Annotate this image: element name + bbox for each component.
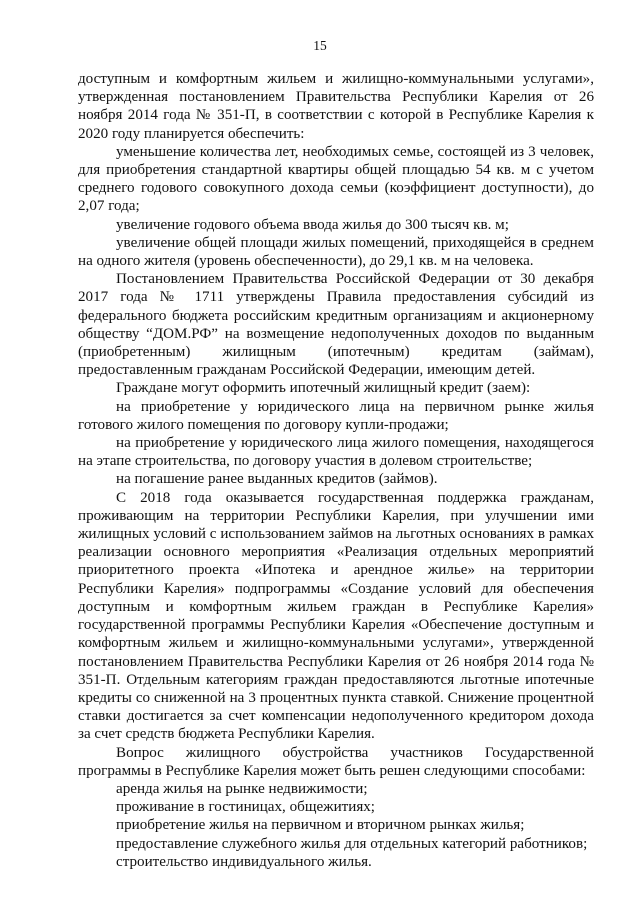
list-item: на погашение ранее выданных кредитов (займов). [116,471,438,488]
paragraph: Граждане могут оформить ипотечный жилищный кредит (заем): [116,380,531,397]
list-item: строительство индивидуального жилья. [116,853,372,870]
list-item: аренда жилья на рынке недвижимости; [116,780,368,797]
list-item: увеличение общей площади жилых помещений, приходящейся в среднем на одного жителя (уровень обеспеченности), до 29,1 кв. м на человека. [78,234,594,270]
list-item: предоставление служебного жилья для отдельных категорий работников; [116,835,588,852]
page-number: 15 [313,38,327,53]
document-body [78,70,594,871]
list-item: приобретение жилья на первичном и вторичном рынках жилья; [116,817,525,834]
paragraph: Вопрос жилищного обустройства участников Государственной программы в Республике Карелия может быть решен следующими способами: [78,744,594,779]
list-item: на приобретение у юридического лица на первичном рынке жилья готового жилого помещения по договору купли-продажи; [78,398,594,433]
list-item: уменьшение количества лет, необходимых семье, состоящей из 3 человек, для приобретения стандартной квартиры общей площадью 54 кв. м с учетом среднего годового совокупного дохода семьи (коэффициент доступности), до 2,07 года; [78,143,594,215]
paragraph: Постановлением Правительства Российской Федерации от 30 декабря 2017 года № 1711 утверждены Правила предоставления субсидий из федерального бюджета российским кредитным организациям и акционерному обществу “ДОМ.РФ” на возмещение недополученных доходов по выданным (приобретенным) жилищным (ипотечным) кредитам (займам), предоставленным гражданам Российской Федерации, имеющим детей. [78,271,594,379]
list-item: увеличение годового объема ввода жилья до 300 тысяч кв. м; [116,216,509,233]
list-item: проживание в гостиницах, общежитиях; [116,799,376,816]
paragraph: С 2018 года оказывается государственная поддержка гражданам, проживающим на территории Республики Карелия, при улучшении ими жилищных условий с использованием займов на льготных основаниях в рамках реализации основного мероприятия «Реализация отдельных мероприятий приоритетного проекта «Ипотека и арендное жилье» на территории Республики Карелия» подпрограммы «Создание условий для обеспечения доступным и комфортным жильем граждан в Республике Карелия» государственной программы Республики Карелия «Обеспечение доступным и комфортным жильем и жилищно-коммунальными услугами», утвержденной постановлением Правительства Республики Карелия от 26 ноября 2014 года № 351-П. Отдельным категориям граждан предоставляются льготные ипотечные кредиты со сниженной на 3 процентных пункта ставкой. Снижение процентной ставки достигается за счет компенсации недополученного кредитором дохода за счет средств бюджета Республики Карелия. [78,489,594,743]
paragraph-continuation: доступным и комфортным жильем и жилищно-коммунальными услугами», утвержденная постановлением Правительства Республики Карелия от 26 ноября 2014 года № 351-П, в соответствии с которой в Республике Карелия к 2020 году планируется обеспечить: [78,71,594,142]
list-item: на приобретение у юридического лица жилого помещения, находящегося на этапе строительства, по договору участия в долевом строительстве; [78,435,594,470]
